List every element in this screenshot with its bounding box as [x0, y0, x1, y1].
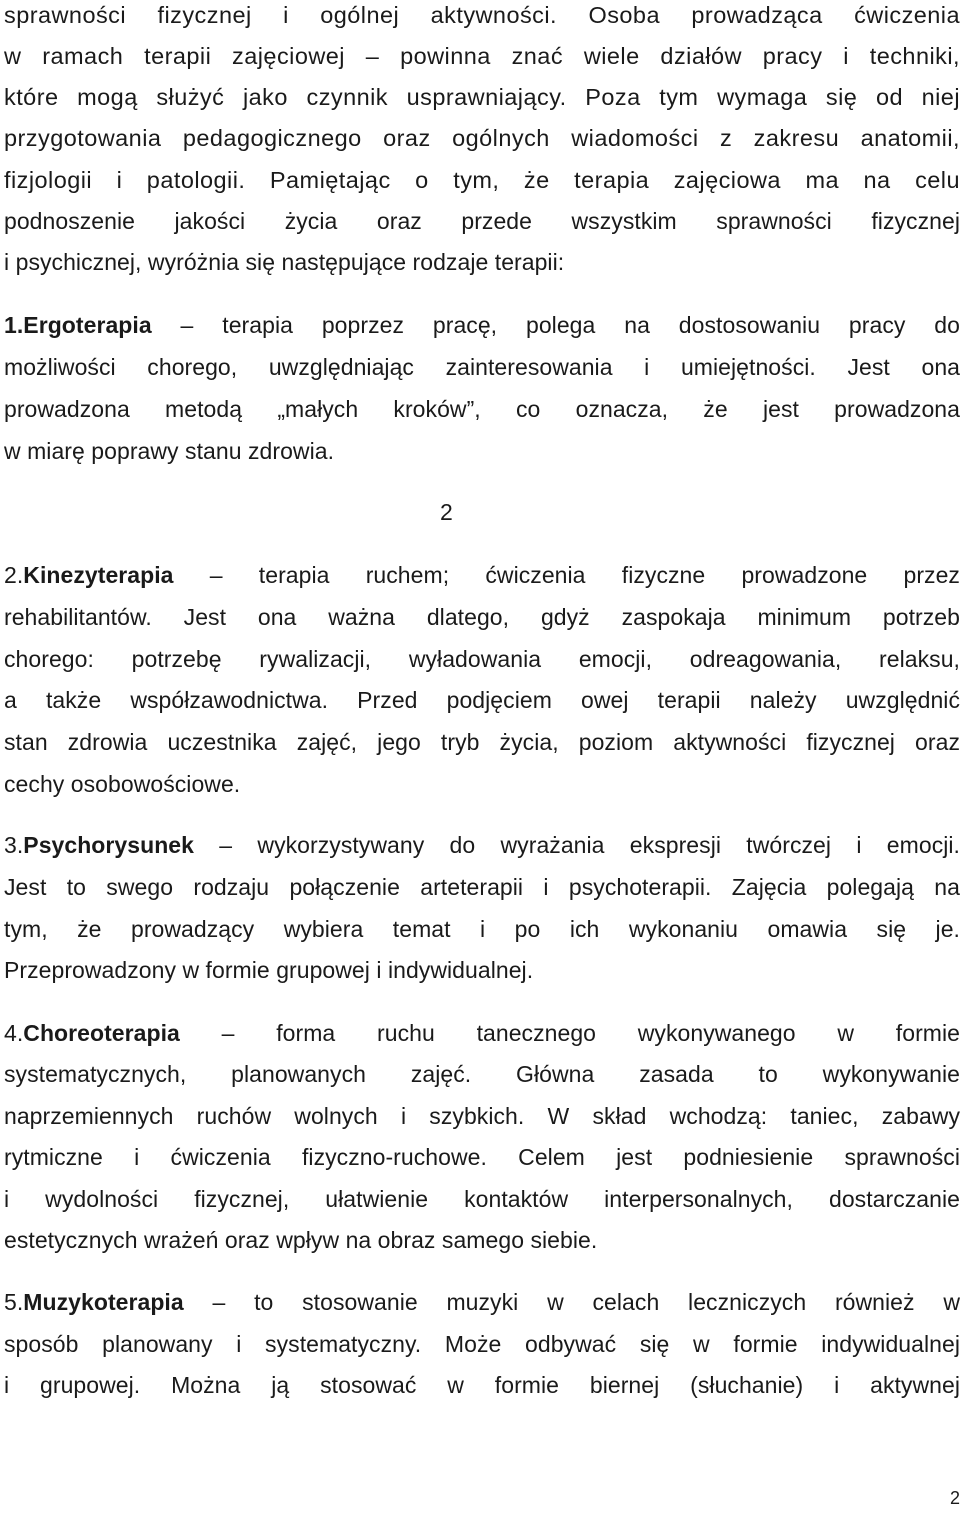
section-line: a także współzawodnictwa. Przed podjęciem owej terapii należy uwzględnić [4, 687, 960, 713]
section-term: Kinezyterapia [23, 562, 174, 588]
section-text: – terapia ruchem; ćwiczenia fizyczne prowadzone przez [173, 562, 960, 588]
section-number: 5. [4, 1289, 24, 1315]
section-line: Przeprowadzony w formie grupowej i indywidualnej. [4, 957, 534, 983]
section-2-first-line [4, 554, 960, 596]
section-number: 2. [4, 562, 24, 588]
intro-line: sprawności fizycznej i ogólnej aktywności. Osoba prowadząca ćwiczenia [4, 2, 960, 28]
section-line: sposób planowany i systematyczny. Może odbywać się w formie indywidualnej [4, 1331, 960, 1357]
section-number: 4. [4, 1020, 24, 1046]
section-text: – forma ruchu tanecznego wykonywanego w formie [179, 1020, 960, 1046]
section-line: naprzemiennych ruchów wolnych i szybkich. W skład wchodzą: taniec, zabawy [4, 1103, 960, 1129]
section-line: cechy osobowościowe. [4, 771, 241, 797]
section-line: i grupowej. Można ją stosować w formie biernej (słuchanie) i aktywnej [4, 1372, 960, 1398]
section-term: Psychorysunek [23, 832, 194, 858]
intro-line: fizjologii i patologii. Pamiętając o tym, że terapia zajęciowa ma na celu [4, 167, 960, 193]
intro-line: przygotowania pedagogicznego oraz ogólnych wiadomości z zakresu anatomii, [4, 125, 960, 151]
section-line: prowadzona metodą „małych kroków”, co oznacza, że jest prowadzona [4, 396, 960, 422]
intro-line: podnoszenie jakości życia oraz przede wszystkim sprawności fizycznej [4, 208, 960, 234]
section-4-first-line [4, 1012, 960, 1054]
section-1-first-line [4, 304, 960, 346]
section-number: 1. [4, 312, 24, 338]
section-term: Ergoterapia [23, 312, 152, 338]
section-line: rehabilitantów. Jest ona ważna dlatego, gdyż zaspokaja minimum potrzeb [4, 604, 960, 630]
section-number: 3. [4, 832, 24, 858]
section-term: Choreoterapia [23, 1020, 180, 1046]
document-page [4, 0, 960, 1515]
section-5-first-line [4, 1281, 960, 1323]
intro-line: w ramach terapii zajęciowej – powinna znać wiele działów pracy i techniki, [4, 43, 960, 69]
section-line: i wydolności fizycznej, ułatwienie kontaktów interpersonalnych, dostarczanie [4, 1186, 960, 1212]
inline-page-number: 2 [440, 499, 453, 525]
section-line: rytmiczne i ćwiczenia fizyczno-ruchowe. Celem jest podniesienie sprawności [4, 1144, 960, 1170]
intro-line: które mogą służyć jako czynnik usprawniający. Poza tym wymaga się od niej [4, 84, 960, 110]
section-line: Jest to swego rodzaju połączenie arteterapii i psychoterapii. Zajęcia polegają na [4, 874, 960, 900]
section-line: systematycznych, planowanych zajęć. Główna zasada to wykonywanie [4, 1061, 960, 1087]
intro-line: i psychicznej, wyróżnia się następujące rodzaje terapii: [4, 249, 565, 275]
section-line: możliwości chorego, uwzględniając zainteresowania i umiejętności. Jest ona [4, 354, 960, 380]
page-number: 2 [950, 1488, 960, 1508]
section-3-first-line [4, 824, 960, 866]
section-line: estetycznych wrażeń oraz wpływ na obraz samego siebie. [4, 1227, 598, 1253]
section-line: chorego: potrzebę rywalizacji, wyładowania emocji, odreagowania, relaksu, [4, 646, 960, 672]
section-line: tym, że prowadzący wybiera temat i po ich wykonaniu omawia się je. [4, 916, 960, 942]
section-line: stan zdrowia uczestnika zajęć, jego tryb życia, poziom aktywności fizycznej oraz [4, 729, 960, 755]
section-text: – terapia poprzez pracę, polega na dostosowaniu pracy do [151, 312, 960, 338]
section-text: – wykorzystywany do wyrażania ekspresji twórczej i emocji. [193, 832, 960, 858]
section-line: w miarę poprawy stanu zdrowia. [4, 438, 335, 464]
section-text: – to stosowanie muzyki w celach leczniczych również w [183, 1289, 960, 1315]
section-term: Muzykoterapia [23, 1289, 184, 1315]
